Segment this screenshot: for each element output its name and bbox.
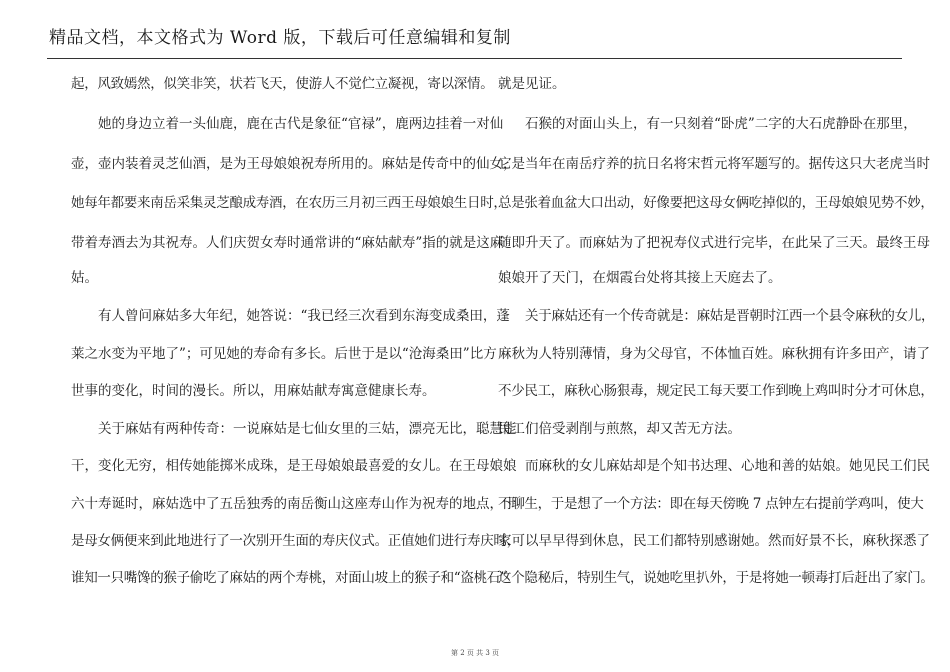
- text-line: 就是见证。: [498, 76, 566, 92]
- text-line: 随即升天了。而麻姑为了把祝寿仪式进行完毕，在此呆了三天。最终王母: [498, 235, 930, 251]
- text-line: 关于麻姑还有一个传奇就是：麻姑是晋朝时江西一个县令麻秋的女儿，: [525, 308, 935, 324]
- text-line: 不少民工，麻秋心肠狠毒，规定民工每天要工作到晚上鸡叫时分才可休息，: [498, 383, 934, 399]
- text-line: 石猴的对面山头上，有一只刻着“卧虎”二字的大石虎静卧在那里，: [525, 116, 917, 132]
- text-line: 娘娘开了天门，在烟霞台处将其接上天庭去了。: [498, 270, 782, 286]
- text-line: 壶，壶内装着灵芝仙酒，是为王母娘娘祝寿所用的。麻姑是传奇中的仙女，: [71, 156, 517, 172]
- text-line: 而麻秋的女儿麻姑却是个知书达理、心地和善的姑娘。她见民工们民: [525, 458, 930, 474]
- text-line: 她每年都要来南岳采集灵芝酿成寿酒，在农历三月初三西王母娘娘生日时，: [71, 195, 507, 211]
- text-line: 有人曾问麻姑多大年纪，她答说：“我已经三次看到东海变成桑田，蓬: [98, 308, 510, 324]
- text-line: 麻秋为人特别薄情，身为父母官，不体恤百姓。麻秋拥有许多田产，请了: [498, 346, 930, 362]
- text-line: 起，风致嫣然，似笑非笑，状若飞天，使游人不觉伫立凝视，寄以深情。: [71, 76, 494, 92]
- text-line: 总是张着血盆大口出动，好像要把这母女俩吃掉似的，王母娘娘见势不妙，: [498, 195, 934, 211]
- text-line: 她的身边立着一头仙鹿，鹿在古代是象征“官禄”，鹿两边挂着一对仙: [98, 116, 504, 132]
- page-header: [0, 0, 950, 62]
- text-line: 干，变化无穷，相传她能掷米成珠，是王母娘娘最喜爱的女儿。在王母娘娘: [71, 458, 517, 474]
- text-line: 带着寿酒去为其祝寿。人们庆贺女寿时通常讲的“麻姑献寿”指的就是这麻: [71, 235, 504, 251]
- text-line: 莱之水变为平地了”；可见她的寿命有多长。后世于是以“沧海桑田”比方: [71, 346, 497, 362]
- text-line: 是母女俩便来到此地进行了一次别开生面的寿庆仪式。正值她们进行寿庆时，: [71, 533, 520, 549]
- text-line: 家可以早早得到休息，民工们都特别感谢她。然而好景不长，麻秋探悉了: [498, 533, 930, 549]
- text-line: 民工们倍受剥削与煎熬，却又苦无方法。: [498, 421, 741, 437]
- header-divider: [47, 58, 902, 59]
- header-title: 精品文档，本文格式为 Word 版，下载后可任意编辑和复制: [49, 28, 511, 48]
- text-line: 关于麻姑有两种传奇：一说麻姑是七仙女里的三姑，漂亮无比，聪慧能: [98, 421, 517, 437]
- text-line: 不聊生，于是想了一个方法：即在每天傍晚 7 点钟左右提前学鸡叫，使大: [498, 496, 924, 512]
- page-number: 第 2 页 共 3 页: [450, 649, 500, 657]
- text-line: 谁知一只嘴馋的猴子偷吃了麻姑的两个寿桃，对面山坡上的猴子和“盗桃石”: [71, 570, 507, 586]
- text-line: 六十寿诞时，麻姑选中了五岳独秀的南岳衡山这座寿山作为祝寿的地点，于: [71, 496, 517, 512]
- text-line: 它是当年在南岳疗养的抗日名将宋哲元将军题写的。据传这只大老虎当时: [498, 156, 930, 172]
- text-line: 世事的变化，时间的漫长。所以，用麻姑献寿寓意健康长寿。: [71, 383, 436, 399]
- text-line: 这个隐秘后，特别生气，说她吃里扒外，于是将她一顿毒打后赶出了家门。: [498, 570, 934, 586]
- text-line: 姑。: [71, 270, 98, 286]
